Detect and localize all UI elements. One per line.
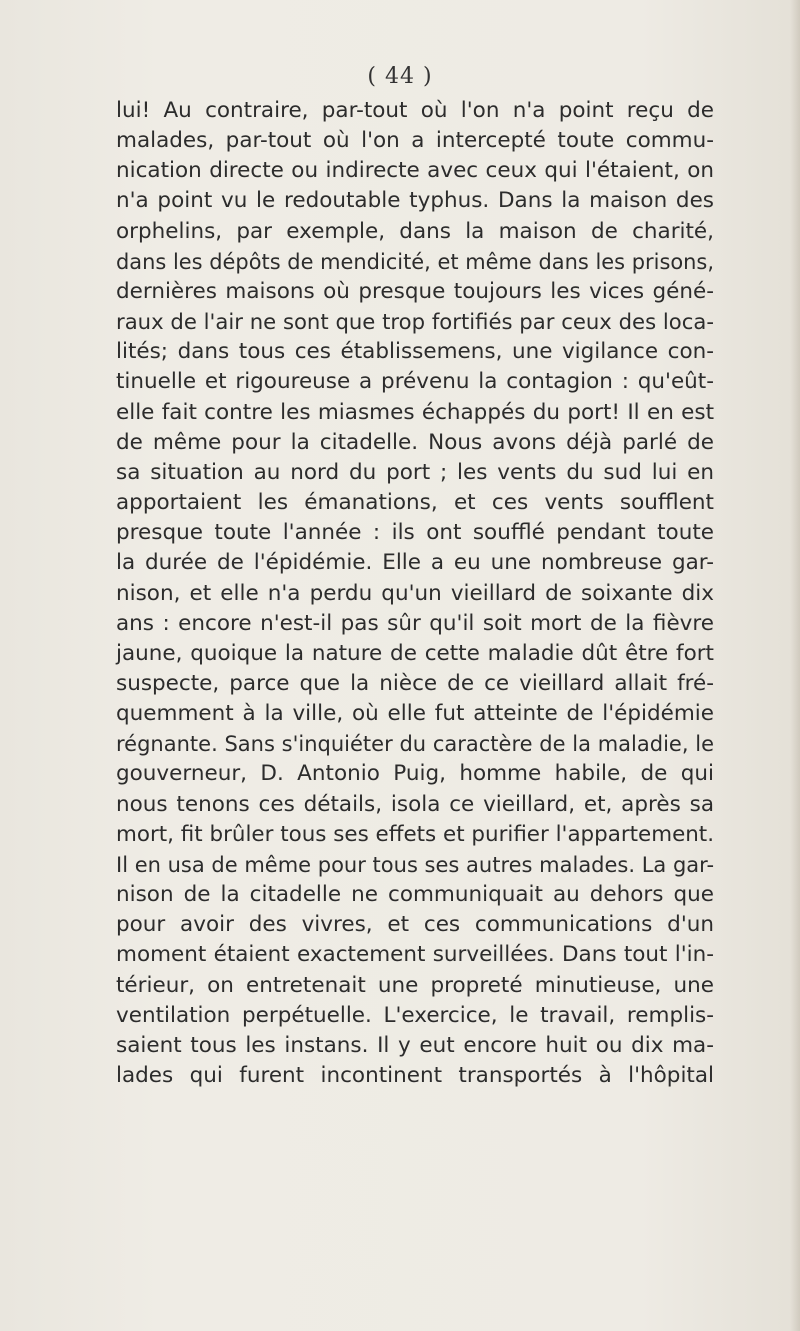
- page-edge-shadow: [790, 0, 800, 1331]
- text-line: de même pour la citadelle. Nous avons déjà parlé de: [116, 429, 714, 455]
- text-line: nison, et elle n'a perdu qu'un vieillard de soixante dix: [116, 580, 714, 606]
- text-line: nous tenons ces détails, isola ce vieillard, et, après sa: [116, 791, 714, 817]
- text-line: apportaient les émanations, et ces vents soufflent: [116, 490, 714, 516]
- text-line: lades qui furent incontinent transportés à l'hôpital: [116, 1063, 714, 1088]
- text-line: tinuelle et rigoureuse a prévenu la contagion : qu'eût-: [116, 369, 714, 395]
- text-line: malades, par-tout où l'on a intercepté toute commu-: [116, 128, 714, 154]
- text-line: dans les dépôts de mendicité, et même dans les prisons,: [116, 249, 714, 274]
- text-line: orphelins, par exemple, dans la maison de charité,: [116, 218, 714, 244]
- text-line: térieur, on entretenait une propreté minutieuse, une: [116, 972, 714, 998]
- text-line: raux de l'air ne sont que trop fortifiés par ceux des loca-: [116, 309, 714, 335]
- text-line: moment étaient exactement surveillées. Dans tout l'in-: [116, 942, 714, 968]
- text-line: nication directe ou indirecte avec ceux qui l'étaient, on: [116, 158, 714, 184]
- text-line: quemment à la ville, où elle fut atteinte de l'épidémie: [116, 701, 714, 727]
- text-line: régnante. Sans s'inquiéter du caractère de la maladie, le: [116, 732, 714, 757]
- text-line: elle fait contre les miasmes échappés du port! Il en est: [116, 399, 714, 425]
- text-line: nison de la citadelle ne communiquait au dehors que: [116, 882, 714, 908]
- text-line: lui! Au contraire, par-tout où l'on n'a point reçu de: [116, 98, 714, 123]
- body-text: [116, 96, 714, 1091]
- text-line: presque toute l'année : ils ont soufflé pendant toute: [116, 520, 714, 546]
- text-line: pour avoir des vivres, et ces communications d'un: [116, 912, 714, 938]
- page-number: ( 44 ): [367, 64, 433, 89]
- text-line: ventilation perpétuelle. L'exercice, le travail, remplis-: [116, 1002, 714, 1028]
- text-line: Il en usa de même pour tous ses autres malades. La gar-: [116, 852, 715, 877]
- text-line: n'a point vu le redoutable typhus. Dans la maison des: [116, 188, 714, 214]
- text-line: mort, fit brûler tous ses effets et purifier l'appartement.: [116, 821, 714, 847]
- text-line: suspecte, parce que la nièce de ce vieillard allait fré-: [116, 670, 714, 696]
- text-line: ans : encore n'est-il pas sûr qu'il soit mort de la fièvre: [116, 610, 714, 636]
- text-line: saient tous les instans. Il y eut encore huit ou dix ma-: [116, 1032, 714, 1058]
- text-line: lités; dans tous ces établissemens, une vigilance con-: [116, 339, 714, 365]
- text-line: la durée de l'épidémie. Elle a eu une nombreuse gar-: [116, 550, 714, 576]
- text-line: jaune, quoique la nature de cette maladie dût être fort: [116, 640, 714, 666]
- text-line: sa situation au nord du port ; les vents du sud lui en: [116, 459, 714, 485]
- text-line: gouverneur, D. Antonio Puig, homme habile, de qui: [116, 761, 714, 787]
- text-line: dernières maisons où presque toujours les vices géné-: [116, 278, 714, 304]
